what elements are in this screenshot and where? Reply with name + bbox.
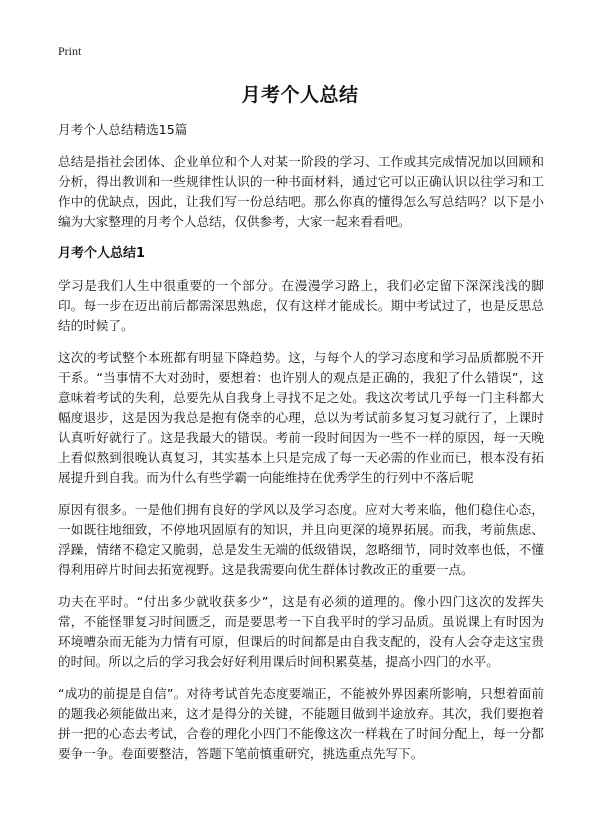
document-subtitle: 月考个人总结精选15篇	[58, 122, 188, 137]
body-paragraph: 学习是我们人生中很重要的一个部分。在漫漫学习路上，我们必定留下深深浅浅的脚印。每一步在迈出前后都需深思熟虑，仅有这样才能成长。期中考试过了，也是反思总结的时候了。	[58, 278, 544, 333]
body-paragraph: “成功的前提是自信”。对待考试首先态度要端正，不能被外界因素所影响，只想着面前的题我必须能做出来，这才是得分的关键，不能题目做到半途放弃。其次，我们要抱着拼一把的心态去考试，合卷的理化小四门不能像这次一样栽在了时间分配上，每一分都要争一争。卷面要整洁，答题下笔前慎重研究，挑选重点先写下。	[58, 686, 544, 761]
page-title: 月考个人总结	[241, 84, 359, 106]
intro-paragraph: 总结是指社会团体、企业单位和个人对某一阶段的学习、工作或其完成情况加以回顾和分析，得出教训和一些规律性认识的一种书面材料，通过它可以正确认识以往学习和工作中的优缺点，因此，让我们写一份总结吧。那么你真的懂得怎么写总结吗？以下是小编为大家整理的月考个人总结，仅供参考，大家一起来看看吧。	[58, 154, 544, 229]
body-paragraph: 功夫在平时。“付出多少就收获多少”，这是有必须的道理的。像小四门这次的发挥失常，不能怪罪复习时间匮乏，而是要思考一下自我平时的学习品质。虽说课上有时因为环境嘈杂而无能为力情有可原，但课后的时间都是由自我支配的，没有人会夺走这宝贵的时间。所以之后的学习我会好好利用课后时间积累莫基，提高小四门的水平。	[58, 594, 544, 669]
body-paragraph: 原因有很多。一是他们拥有良好的学风以及学习态度。应对大考来临，他们稳住心态，一如既往地细致，不停地巩固原有的知识，并且向更深的境界拓展。而我，考前焦虑、浮躁，情绪不稳定又脆弱，总是发生无端的低级错误，忽略细节，同时效率也低，不懂得利用碎片时间去拓宽视野。这是我需要向优生群体讨教改正的重要一点。	[58, 502, 544, 577]
print-label[interactable]: Print	[58, 44, 82, 58]
document-body	[58, 120, 544, 776]
body-paragraph: 这次的考试整个本班都有明显下降趋势。这，与每个人的学习态度和学习品质都脱不开干系。“当事情不大对劲时，要想着：也许别人的观点是正确的，我犯了什么错误”，这意味着考试的失利，总要先从自我身上寻找不足之处。我这次考试几乎每一门主科都大幅度退步，这是因为我总是抱有侥幸的心理，总以为考试前多复习复习就行了，上课时认真听好就行了。这是我最大的错误。考前一段时间因为一些不一样的原因，每一天晚上看似熬到很晚认真复习，其实基本上只是完成了每一天必需的作业而已，根本没有拓展提升到自我。而为什么有些学霸一向能维持在优秀学生的行列中不落后呢	[58, 350, 544, 485]
section-heading: 月考个人总结1	[58, 246, 146, 261]
